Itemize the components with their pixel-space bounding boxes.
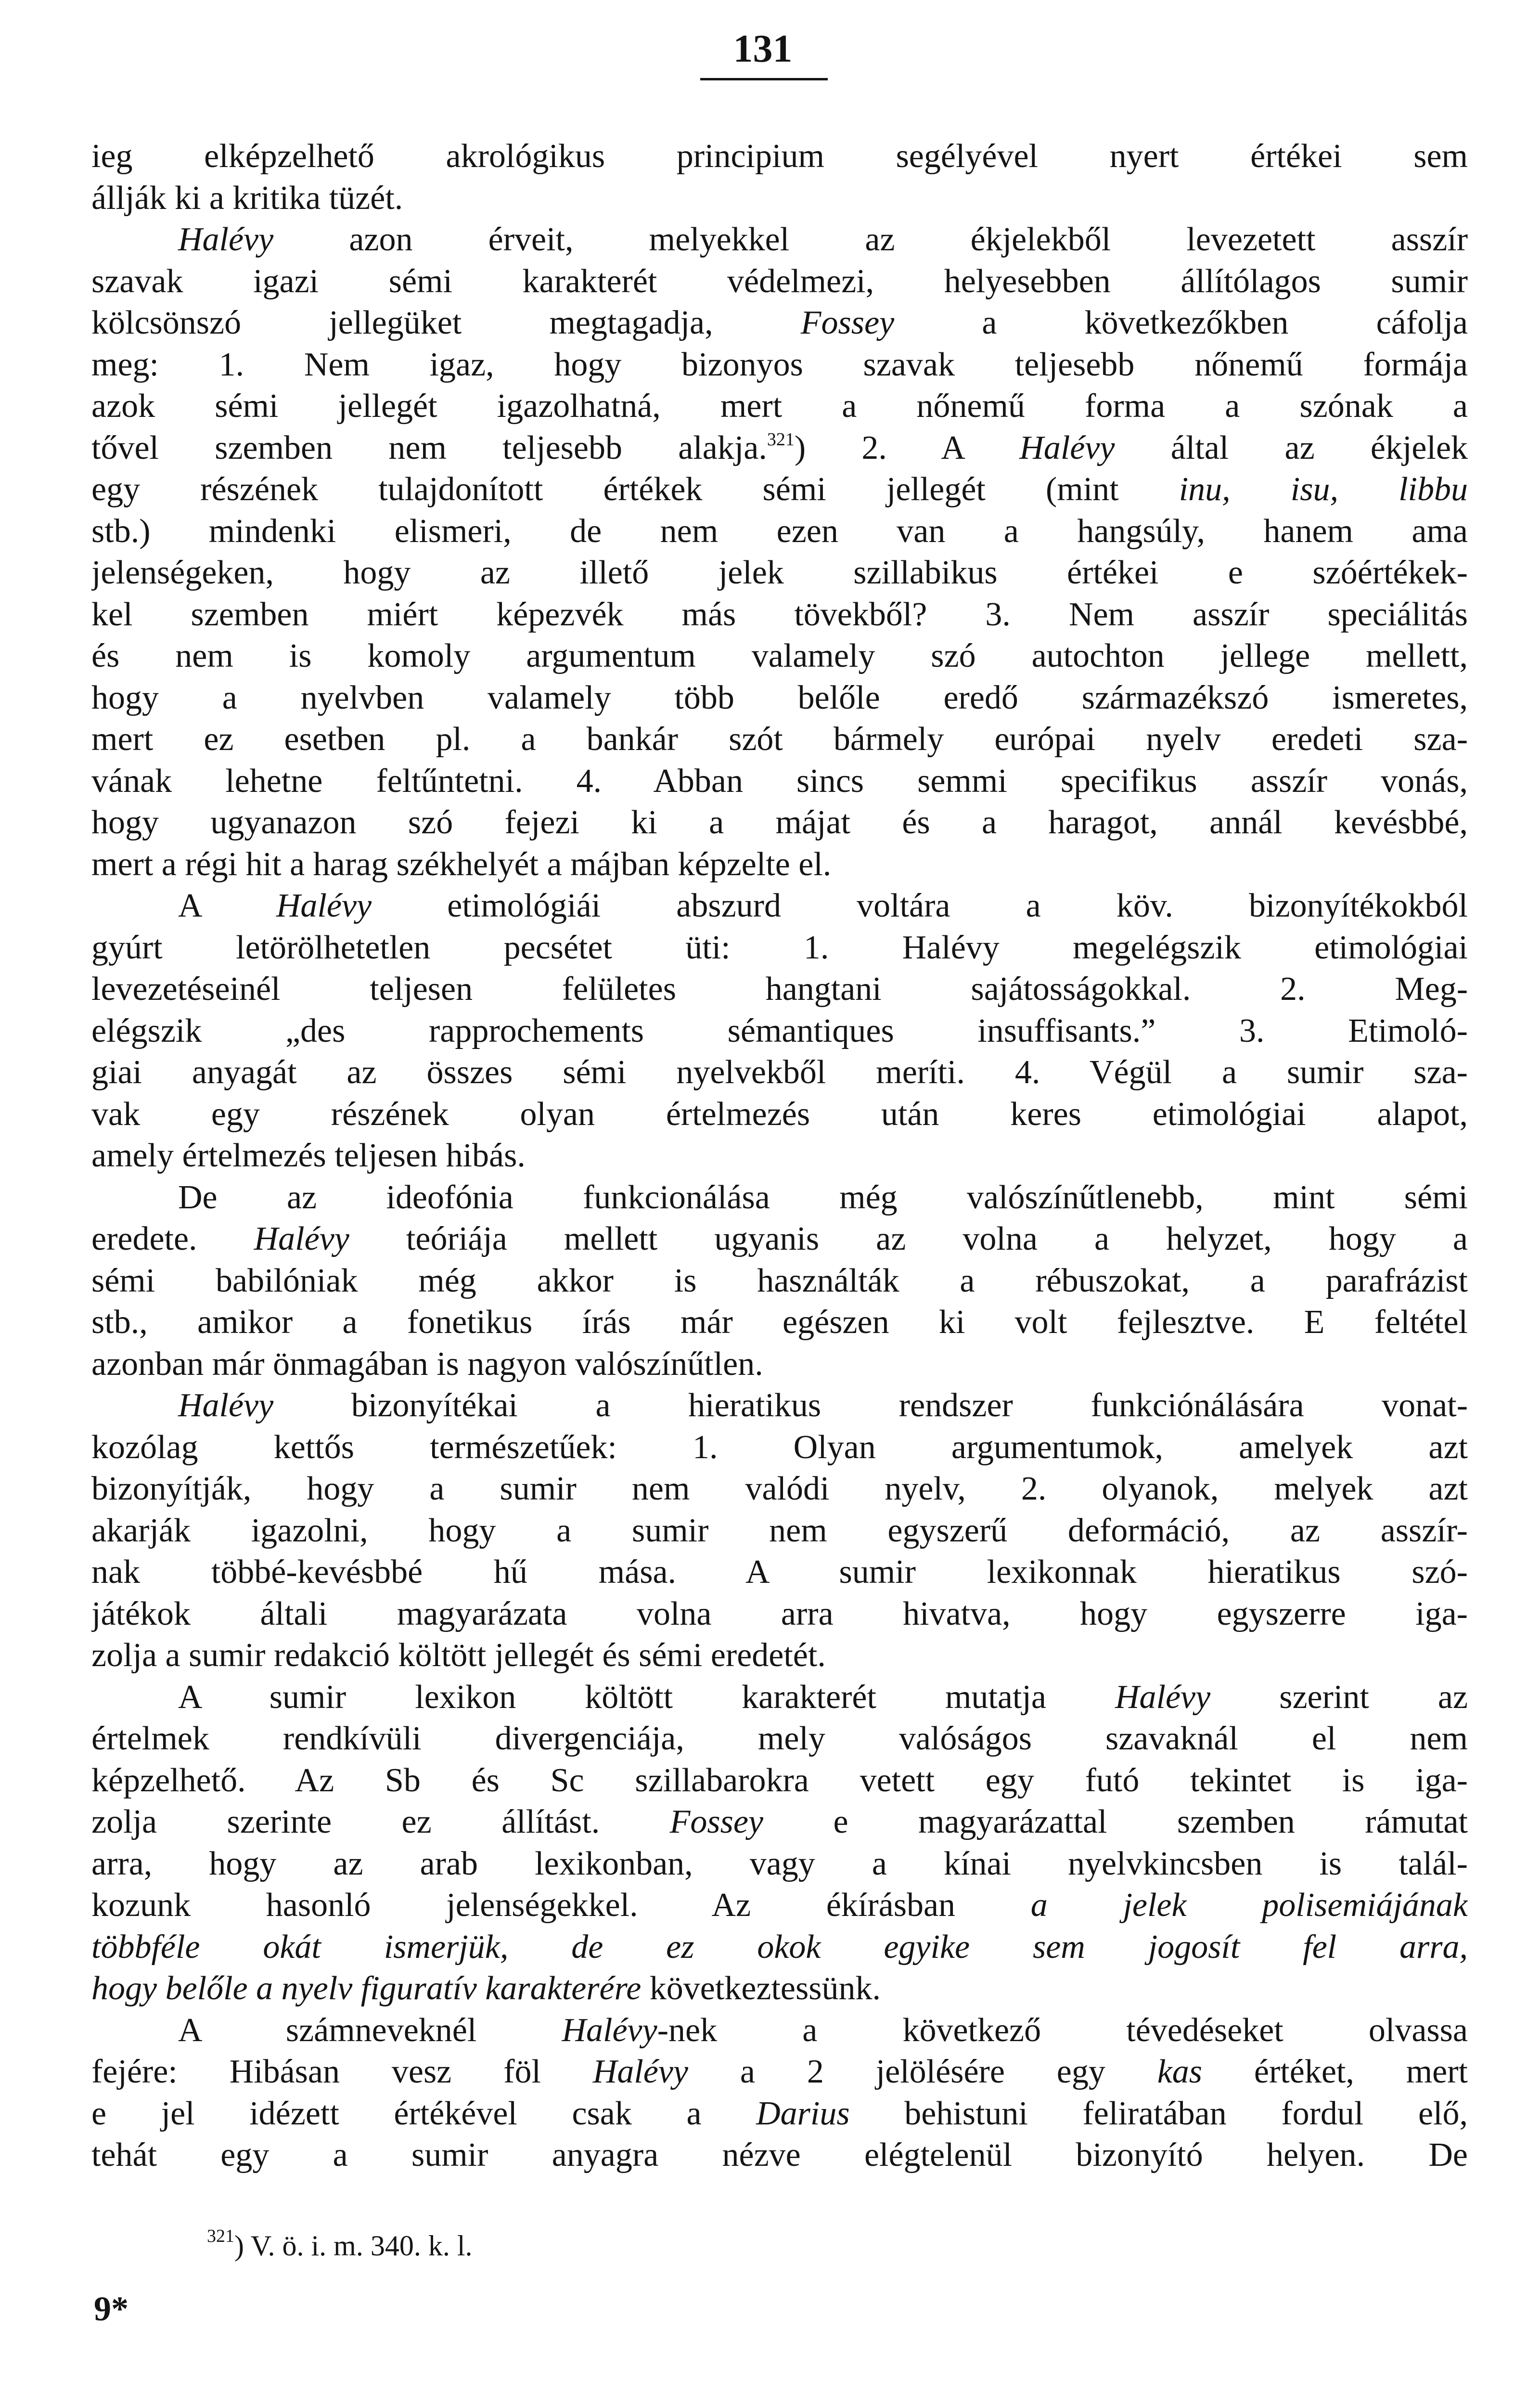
text-line — [91, 635, 1468, 677]
text-line — [91, 1260, 1468, 1302]
text-segment: gyúrt letörölhetetlen pecsétet üti: 1. Halévy megelégszik etimológiai — [91, 929, 1468, 966]
text-segment: elégszik „des rapprochements sémantiques insuffisants.” 3. Etimoló- — [91, 1012, 1468, 1049]
italic-text: Halévy — [562, 2011, 657, 2049]
text-segment: meg: 1. Nem igaz, hogy bizonyos szavak teljesebb nőnemű formája — [91, 346, 1468, 383]
text-line — [91, 761, 1468, 802]
text-line — [91, 1885, 1468, 1927]
italic-text: Darius — [756, 2095, 850, 2132]
text-line — [91, 427, 1468, 469]
text-segment: teóriája mellett ugyanis az volna a helyzet, hogy a — [349, 1220, 1468, 1257]
text-segment: értéket, mert — [1202, 2053, 1468, 2090]
text-segment: egy részének tulajdonított értékek sémi jellegét (mint — [91, 471, 1179, 508]
footnote — [207, 2226, 473, 2262]
text-segment: behistuni feliratában fordul elő, — [849, 2095, 1468, 2132]
text-line — [91, 2093, 1468, 2135]
italic-text: inu, isu, libbu — [1179, 471, 1468, 508]
text-line — [91, 2010, 1468, 2052]
text-segment: szerint az — [1210, 1678, 1468, 1716]
text-segment: A sumir lexikon költött karakterét mutatja — [178, 1678, 1115, 1716]
text-line — [91, 552, 1468, 594]
text-segment: azon érveit, melyekkel az ékjelekből levezetett asszír — [273, 221, 1468, 258]
text-segment: jelenségeken, hogy az illető jelek szillabikus értékei e szóértékek- — [91, 554, 1468, 591]
text-segment: vak egy részének olyan értelmezés után keres etimológiai alapot, — [91, 1095, 1468, 1133]
text-line — [91, 927, 1468, 969]
text-line — [91, 1801, 1468, 1843]
text-segment: kölcsönszó jellegüket megtagadja, — [91, 304, 801, 341]
text-segment: e magyarázattal szemben rámutat — [763, 1803, 1468, 1840]
text-line — [91, 219, 1468, 261]
text-segment: azonban már önmagában is nagyon valószínűtlen. — [91, 1345, 763, 1383]
text-line — [91, 1468, 1468, 1510]
text-line — [91, 1052, 1468, 1094]
text-line — [91, 1010, 1468, 1052]
text-segment: stb.) mindenki elismeri, de nem ezen van a hangsúly, hanem ama — [91, 512, 1468, 550]
text-segment: bizonyítékai a hieratikus rendszer funkciónálására vonat- — [273, 1387, 1468, 1424]
text-line — [91, 1218, 1468, 1260]
text-segment: a következőkben cáfolja — [894, 304, 1468, 341]
text-segment: De az ideofónia funkcionálása még valószínűtlenebb, mint sémi — [178, 1178, 1468, 1216]
text-segment: és nem is komoly argumentum valamely szó autochton jellege mellett, — [91, 637, 1468, 674]
text-segment: mert ez esetben pl. a bankár szót bármely európai nyelv eredeti sza- — [91, 721, 1468, 758]
italic-text: hogy belőle a nyelv figuratív karakterére — [91, 1970, 642, 2007]
text-segment: e jel idézett értékével csak a — [91, 2095, 757, 2132]
italic-text: a jelek polisemiájának — [1030, 1887, 1468, 1924]
text-segment: mert a régi hit a harag székhelyét a májban képzelte el. — [91, 845, 832, 883]
text-line — [91, 719, 1468, 761]
italic-text: Halévy — [178, 1387, 274, 1424]
page-number-underline — [700, 78, 828, 80]
text-segment: tővel szemben nem teljesebb alakja. — [91, 429, 767, 466]
text-segment: hogy ugyanazon szó fejezi ki a májat és a haragot, annál kevésbbé, — [91, 804, 1468, 841]
italic-text: Halévy — [1019, 429, 1115, 466]
text-line — [91, 1094, 1468, 1136]
footnote-text: ) V. ö. i. m. 340. k. l. — [234, 2230, 473, 2262]
text-segment: következtessünk. — [641, 1970, 881, 2007]
text-segment: a 2 jelölésére egy — [688, 2053, 1157, 2090]
text-segment: fejére: Hibásan vesz föl — [91, 2053, 593, 2090]
footnote-marker: 321 — [207, 2226, 234, 2246]
text-line — [91, 344, 1468, 386]
text-segment: kozunk hasonló jelenségekkel. Az ékírásban — [91, 1887, 1031, 1924]
text-line — [91, 1593, 1468, 1635]
italic-text: Halévy — [254, 1220, 349, 1257]
text-line — [91, 136, 1468, 178]
text-line — [91, 1927, 1468, 1968]
text-line — [91, 594, 1468, 636]
text-segment: tehát egy a sumir anyagra nézve elégtelenül bizonyító helyen. De — [91, 2136, 1468, 2174]
text-segment: vának lehetne feltűntetni. 4. Abban sincs semmi specifikus asszír vonás, — [91, 762, 1468, 800]
italic-text: kas — [1157, 2053, 1203, 2090]
text-line — [91, 1677, 1468, 1719]
italic-text: Halévy — [1115, 1678, 1211, 1716]
text-line — [91, 1385, 1468, 1427]
text-line — [91, 1302, 1468, 1344]
text-line — [91, 511, 1468, 553]
text-segment: giai anyagát az összes sémi nyelvekből meríti. 4. Végül a sumir sza- — [91, 1054, 1468, 1091]
italic-text: Fossey — [800, 304, 895, 341]
text-line — [91, 1635, 1468, 1677]
text-line — [91, 178, 1468, 220]
text-segment: értelmek rendkívüli divergenciája, mely valóságos szavaknál el nem — [91, 1720, 1468, 1757]
text-line — [91, 1718, 1468, 1760]
text-segment: zolja a sumir redakció költött jellegét és sémi eredetét. — [91, 1637, 826, 1674]
footnote-reference: 321 — [767, 429, 795, 450]
text-line — [91, 261, 1468, 303]
text-segment: szavak igazi sémi karakterét védelmezi, helyesebben állítólagos sumir — [91, 262, 1468, 300]
text-segment: játékok általi magyarázata volna arra hivatva, hogy egyszerre iga- — [91, 1595, 1468, 1632]
text-segment: stb., amikor a fonetikus írás már egészen ki volt fejlesztve. E feltétel — [91, 1304, 1468, 1341]
text-line — [91, 844, 1468, 886]
text-line — [91, 969, 1468, 1010]
text-segment: levezetéseinél teljesen felületes hangtani sajátosságokkal. 2. Meg- — [91, 971, 1468, 1008]
text-segment: A számneveknél — [178, 2011, 562, 2049]
signature-mark: 9* — [94, 2290, 128, 2328]
text-segment: eredete. — [91, 1220, 254, 1257]
text-segment: kel szemben miért képezvék más tövekből? 3. Nem asszír speciálitás — [91, 595, 1468, 633]
text-line — [91, 302, 1468, 344]
italic-text: Halévy — [276, 887, 372, 924]
text-segment: etimológiái abszurd voltára a köv. bizonyítékokból — [372, 887, 1468, 924]
text-line — [91, 2051, 1468, 2093]
body-text — [91, 136, 1468, 2176]
text-segment: A — [178, 887, 276, 924]
text-line — [91, 802, 1468, 844]
text-segment: arra, hogy az arab lexikonban, vagy a kínai nyelvkincsben is talál- — [91, 1845, 1468, 1882]
text-line — [91, 1843, 1468, 1885]
text-segment: sémi babilóniak még akkor is használták a rébuszokat, a parafrázist — [91, 1262, 1468, 1299]
text-line — [91, 386, 1468, 427]
text-segment: amely értelmezés teljesen hibás. — [91, 1137, 526, 1174]
text-line — [91, 1552, 1468, 1593]
text-line — [91, 469, 1468, 511]
text-line — [91, 677, 1468, 719]
text-line — [91, 1510, 1468, 1552]
text-line — [91, 1344, 1468, 1385]
text-segment: azok sémi jellegét igazolhatná, mert a nőnemű forma a szónak a — [91, 388, 1468, 425]
text-line — [91, 1427, 1468, 1469]
text-segment: nak többé-kevésbbé hű mása. A sumir lexikonnak hieratikus szó- — [91, 1553, 1468, 1591]
text-segment: kozólag kettős természetűek: 1. Olyan argumentumok, amelyek azt — [91, 1428, 1468, 1466]
text-segment: által az ékjelek — [1115, 429, 1468, 466]
text-segment: zolja szerinte ez állítást. — [91, 1803, 670, 1840]
text-segment: ) 2. A — [794, 429, 1020, 466]
text-line — [91, 1760, 1468, 1802]
text-segment: állják ki a kritika tüzét. — [91, 179, 403, 217]
text-line — [91, 1135, 1468, 1177]
text-segment: bizonyítják, hogy a sumir nem valódi nyelv, 2. olyanok, melyek azt — [91, 1470, 1468, 1507]
text-line — [91, 1968, 1468, 2010]
text-segment: akarják igazolni, hogy a sumir nem egyszerű deformáció, az asszír- — [91, 1512, 1468, 1549]
italic-text: Fossey — [669, 1803, 764, 1840]
text-segment: ieg elképzelhető akrológikus principium segélyével nyert értékei sem — [91, 138, 1468, 175]
text-line — [91, 885, 1468, 927]
text-line — [91, 1177, 1468, 1219]
text-segment: hogy a nyelvben valamely több belőle eredő származékszó ismeretes, — [91, 679, 1468, 716]
text-segment: -nek a következő tévedéseket olvassa — [657, 2011, 1468, 2049]
italic-text: Halévy — [178, 221, 274, 258]
italic-text: Halévy — [592, 2053, 688, 2090]
text-line — [91, 2135, 1468, 2176]
text-segment: képzelhető. Az Sb és Sc szillabarokra vetett egy futó tekintet is iga- — [91, 1761, 1468, 1799]
italic-text: többféle okát ismerjük, de ez okok egyike sem jogosít fel arra, — [91, 1928, 1468, 1966]
page-number: 131 — [733, 26, 793, 70]
